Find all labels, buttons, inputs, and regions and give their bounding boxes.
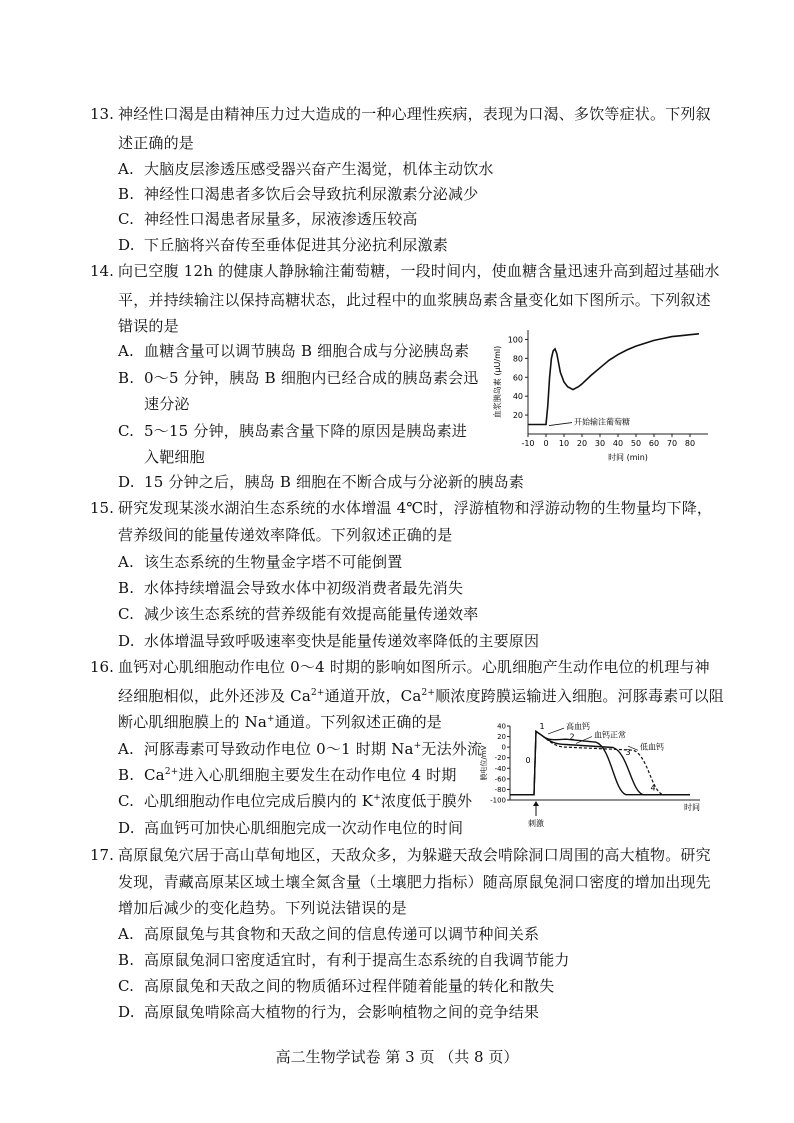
question-stem: 神经性口渴是由精神压力过大造成的一种心理性疾病，表现为口渴、多饮等症状。下列叙 bbox=[118, 105, 711, 123]
annotation-arrow bbox=[549, 423, 572, 426]
y-tick-label: 40 bbox=[512, 392, 523, 402]
option-letter: A. bbox=[118, 553, 135, 571]
option-c[interactable] bbox=[118, 421, 467, 441]
question-stem: 错误的是 bbox=[118, 317, 179, 335]
option-a[interactable] bbox=[118, 341, 469, 361]
question-stem: 发现，青藏高原某区域土壤全氮含量（土壤肥力指标）随高原鼠兔洞口密度的增加出现先 bbox=[118, 873, 711, 891]
option-a[interactable] bbox=[118, 739, 482, 759]
option-letter: D. bbox=[118, 236, 135, 254]
x-tick-label: 50 bbox=[630, 439, 642, 448]
option-letter: A. bbox=[118, 740, 135, 758]
option-letter: B. bbox=[118, 766, 135, 784]
option-b[interactable] bbox=[118, 368, 478, 388]
superscript: 2+ bbox=[164, 767, 179, 777]
option-letter: C. bbox=[118, 210, 135, 228]
series-label-low-calcium: 低血钙 bbox=[640, 742, 664, 752]
y-tick-label: -40 bbox=[494, 764, 506, 773]
option-text: 神经性口渴患者尿量多，尿液渗透压较高 bbox=[144, 210, 418, 228]
series-label-normal-calcium: 血钙正常 bbox=[594, 730, 626, 740]
question-number: 17. bbox=[90, 846, 114, 864]
x-tick-label: 70 bbox=[666, 439, 678, 448]
y-tick-label: 20 bbox=[497, 733, 506, 742]
option-b[interactable] bbox=[118, 765, 457, 785]
option-d[interactable] bbox=[118, 631, 539, 651]
option-text: 高原鼠兔洞口密度适宜时，有利于提高生态系统的自我调节能力 bbox=[144, 951, 570, 969]
y-tick-label: 60 bbox=[512, 373, 523, 383]
option-a[interactable] bbox=[118, 159, 494, 179]
stem-text: 顺浓度跨膜运输进入细胞。河豚毒素可以阻 bbox=[435, 687, 724, 705]
question-number: 13. bbox=[90, 105, 114, 123]
option-c[interactable] bbox=[118, 209, 418, 229]
page-footer: 高二生物学试卷 第 3 页 （共 8 页） bbox=[275, 1048, 519, 1066]
option-c[interactable] bbox=[118, 604, 478, 624]
x-tick-label: 20 bbox=[576, 439, 588, 448]
option-letter: B. bbox=[118, 951, 135, 969]
question-number: 14. bbox=[90, 262, 114, 280]
option-text: 高原鼠兔和天敌之间的物质循环过程伴随着能量的转化和散失 bbox=[144, 977, 555, 995]
option-text: 进入心肌细胞主要发生在动作电位 4 时期 bbox=[178, 766, 457, 784]
option-d[interactable] bbox=[118, 1002, 539, 1022]
phase-label-2: 2 bbox=[569, 732, 575, 742]
option-b[interactable] bbox=[118, 578, 463, 598]
x-tick-label: 80 bbox=[684, 439, 696, 448]
insulin-series-line bbox=[528, 334, 699, 425]
low-calcium-curve bbox=[510, 731, 690, 794]
option-text: 无法外流 bbox=[421, 740, 483, 758]
question-stem: 增加后减少的变化趋势。下列说法错误的是 bbox=[118, 899, 407, 917]
option-a[interactable] bbox=[118, 924, 539, 944]
option-text: 减少该生态系统的营养级能有效提高能量传递效率 bbox=[144, 605, 479, 623]
x-tick-label: 0 bbox=[543, 439, 549, 448]
y-axis-label: 膜电位/mV bbox=[480, 745, 488, 781]
option-text: 15 分钟之后，胰岛 B 细胞在不断合成与分泌新的胰岛素 bbox=[144, 473, 525, 491]
option-c[interactable] bbox=[118, 791, 472, 811]
y-tick-label: -80 bbox=[494, 785, 506, 794]
option-letter: B. bbox=[118, 369, 135, 387]
normal-calcium-curve bbox=[510, 731, 690, 794]
x-tick-label: 10 bbox=[558, 439, 570, 448]
option-b[interactable] bbox=[118, 184, 478, 204]
option-text: 水体持续增温会导致水体中初级消费者最先消失 bbox=[144, 579, 464, 597]
phase-label-4: 4 bbox=[650, 783, 656, 793]
superscript: 2+ bbox=[311, 688, 325, 698]
question-stem: 述正确的是 bbox=[118, 134, 195, 152]
phase-label-1: 1 bbox=[539, 722, 545, 732]
y-tick-label: 100 bbox=[507, 335, 523, 345]
option-text: 该生态系统的生物量金字塔不可能倒置 bbox=[144, 553, 403, 571]
x-tick-label: 60 bbox=[648, 439, 660, 448]
leader-line bbox=[548, 728, 564, 734]
option-d[interactable] bbox=[118, 235, 448, 255]
question-number: 15. bbox=[90, 499, 114, 517]
option-letter: C. bbox=[118, 605, 135, 623]
stem-text: 断心肌细胞膜上的 Na bbox=[118, 713, 268, 731]
superscript: + bbox=[413, 741, 422, 751]
option-b[interactable] bbox=[118, 950, 570, 970]
option-letter: A. bbox=[118, 342, 135, 360]
option-text: 高原鼠兔啃除高大植物的行为，会影响植物之间的竞争结果 bbox=[144, 1003, 540, 1021]
option-letter: C. bbox=[118, 792, 135, 810]
insulin-chart bbox=[478, 322, 718, 472]
option-text: 下丘脑将兴奋传至垂体促进其分泌抗利尿激素 bbox=[144, 236, 449, 254]
question-stem bbox=[118, 712, 442, 732]
option-text-continued: 入靶细胞 bbox=[144, 448, 205, 466]
option-text: 水体增温导致呼吸速率变快是能量传递效率降低的主要原因 bbox=[144, 632, 540, 650]
option-d[interactable] bbox=[118, 818, 463, 838]
series-label-high-calcium: 高血钙 bbox=[566, 722, 590, 732]
option-c[interactable] bbox=[118, 976, 554, 996]
question-stem: 向已空腹 12h 的健康人静脉输注葡萄糖，一段时间内，使血糖含量迅速升高到超过基础水 bbox=[118, 262, 720, 280]
option-letter: D. bbox=[118, 473, 135, 491]
option-text: 神经性口渴患者多饮后会导致抗利尿激素分泌减少 bbox=[144, 185, 479, 203]
question-stem: 研究发现某淡水湖泊生态系统的水体增温 4℃时，浮游植物和浮游动物的生物量均下降， bbox=[118, 499, 713, 517]
option-letter: D. bbox=[118, 819, 135, 837]
option-text: 浓度低于膜外 bbox=[380, 792, 473, 810]
superscript: + bbox=[373, 793, 381, 803]
stem-text: 经细胞相似，此外还涉及 Ca bbox=[118, 687, 311, 705]
y-tick-label: 40 bbox=[497, 722, 506, 731]
superscript: + bbox=[267, 714, 275, 724]
question-stem: 血钙对心肌细胞动作电位 0～4 时期的影响如图所示。心肌细胞产生动作电位的机理与神 bbox=[118, 658, 710, 676]
x-tick-label: -10 bbox=[521, 439, 535, 448]
option-d[interactable] bbox=[118, 472, 524, 492]
y-tick-label: -20 bbox=[494, 754, 506, 763]
option-letter: C. bbox=[118, 422, 135, 440]
x-axis-label: 时间 bbox=[684, 803, 700, 812]
option-text: 高血钙可加快心肌细胞完成一次动作电位的时间 bbox=[144, 819, 464, 837]
option-letter: D. bbox=[118, 632, 135, 650]
option-text: 5～15 分钟，胰岛素含量下降的原因是胰岛素进 bbox=[144, 422, 468, 440]
option-text: 血糖含量可以调节胰岛 B 细胞合成与分泌胰岛素 bbox=[144, 342, 470, 360]
stem-text: 通道。下列叙述正确的是 bbox=[274, 713, 442, 731]
option-letter: B. bbox=[118, 185, 135, 203]
option-letter: A. bbox=[118, 925, 135, 943]
y-tick-label: -60 bbox=[494, 775, 506, 784]
high-calcium-curve bbox=[510, 731, 690, 794]
option-letter: C. bbox=[118, 977, 135, 995]
stem-text: 通道开放，Ca bbox=[324, 687, 422, 705]
option-letter: D. bbox=[118, 1003, 135, 1021]
option-letter: A. bbox=[118, 160, 135, 178]
option-text: Ca bbox=[144, 766, 165, 784]
y-tick-label: 80 bbox=[512, 354, 523, 364]
option-text: 高原鼠兔与其食物和天敌之间的信息传递可以调节种间关系 bbox=[144, 925, 540, 943]
x-tick-label: 30 bbox=[594, 439, 606, 448]
option-text: 河豚毒素可导致动作电位 0～1 时期 Na bbox=[144, 740, 414, 758]
option-text-continued: 速分泌 bbox=[144, 395, 190, 413]
phase-label-3: 3 bbox=[625, 748, 631, 758]
x-axis-label: 时间 (min) bbox=[608, 453, 648, 462]
x-tick-label: 40 bbox=[612, 439, 624, 448]
option-text: 大脑皮层渗透压感受器兴奋产生渴觉，机体主动饮水 bbox=[144, 160, 494, 178]
question-stem bbox=[118, 686, 724, 706]
option-a[interactable] bbox=[118, 552, 402, 572]
option-text: 心肌细胞动作电位完成后膜内的 K bbox=[144, 792, 374, 810]
stimulus-arrowhead bbox=[533, 801, 539, 806]
question-stem: 高原鼠兔穴居于高山草甸地区，天敌众多，为躲避天敌会啃除洞口周围的高大植物。研究 bbox=[118, 846, 711, 864]
option-letter: B. bbox=[118, 579, 135, 597]
option-text: 0～5 分钟，胰岛 B 细胞内已经合成的胰岛素会迅 bbox=[144, 369, 479, 387]
y-tick-label: 20 bbox=[512, 411, 523, 421]
stimulus-label: 刺激 bbox=[528, 819, 544, 828]
question-stem: 营养级间的能量传递效率降低。下列叙述正确的是 bbox=[118, 526, 453, 544]
superscript: 2+ bbox=[421, 688, 436, 698]
action-potential-chart bbox=[478, 718, 718, 838]
y-tick-label: 0 bbox=[501, 743, 506, 752]
phase-label-0: 0 bbox=[525, 756, 531, 765]
question-stem: 平，并持续输注以保持高糖状态，此过程中的血浆胰岛素含量变化如下图所示。下列叙述 bbox=[118, 291, 711, 309]
question-number: 16. bbox=[90, 658, 114, 676]
y-axis-label: 血浆胰岛素 (μU/ml) bbox=[493, 345, 502, 419]
y-tick-label: -100 bbox=[490, 796, 506, 805]
annotation-label: 开始输注葡萄糖 bbox=[574, 417, 630, 427]
